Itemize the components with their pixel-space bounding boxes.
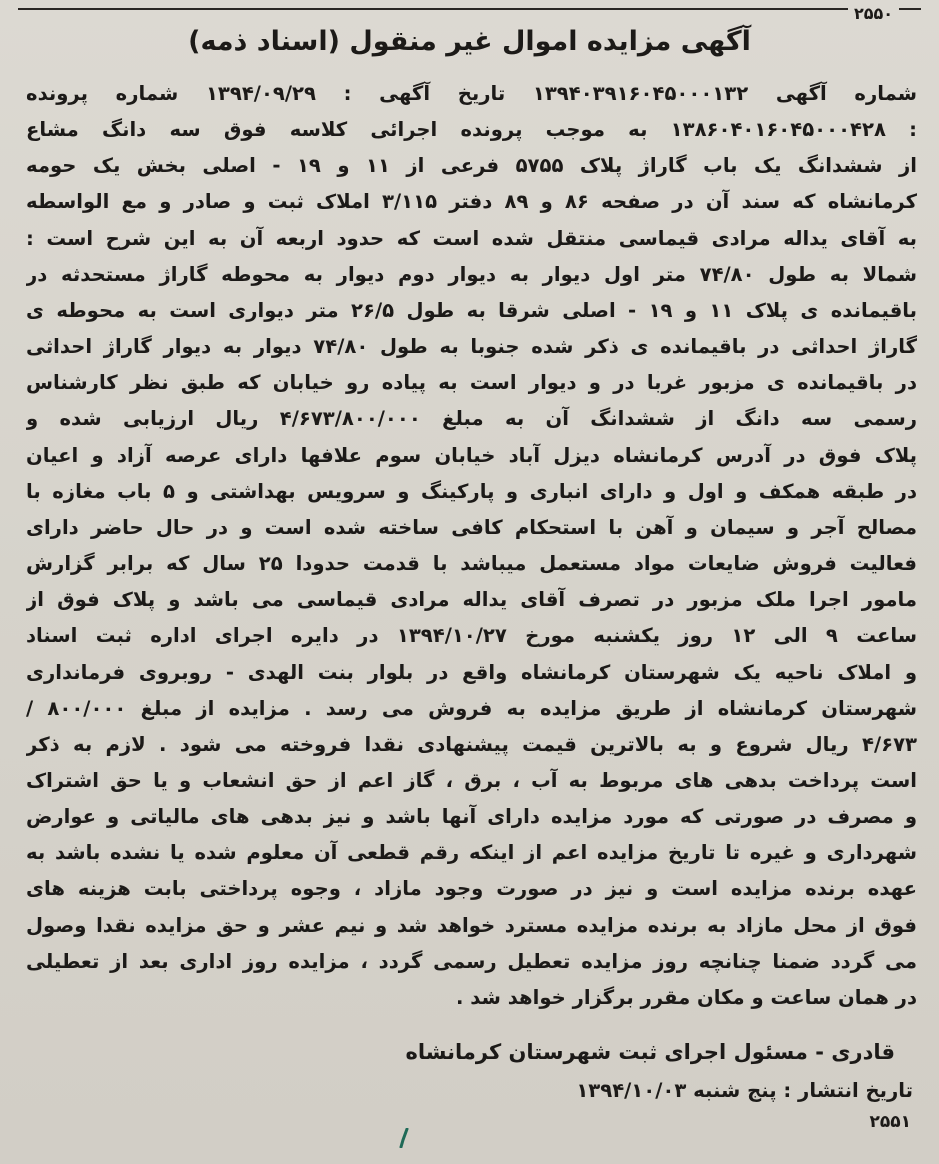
body-line: پلاک فوق در آدرس کرمانشاه دیزل آباد خیابان سوم علافها دارای عرصه آزاد و اعیان [26, 443, 917, 467]
body-line: است پرداخت بدهی های مربوط به آب ، برق ، گاز اعم از حق انشعاب و یا حق اشتراک [26, 768, 917, 792]
body-line: در باقیمانده ی مزبور غربا در و دیوار است به پیاده رو خیابان که طبق نظر کارشناس [26, 371, 917, 395]
notice-body [26, 76, 917, 1016]
body-line: ساعت ۹ الی ۱۲ روز یکشنبه مورخ ۱۳۹۴/۱۰/۲۷ در دایره اجرای اداره ثبت اسناد [26, 624, 917, 648]
body-line: شماره آگهی ۱۳۹۴۰۳۹۱۶۰۴۵۰۰۰۱۳۲ تاریخ آگهی : ۱۳۹۴/۰۹/۲۹ شماره پرونده [26, 82, 917, 105]
notice-title: آگهی مزایده اموال غیر منقول (اسناد ذمه) [188, 26, 751, 57]
body-line: و املاک ناحیه یک شهرستان کرمانشاه واقع در بلوار بنت الهدی - روبروی فرمانداری [26, 660, 917, 684]
top-rule [18, 4, 921, 23]
body-line-last: در همان ساعت و مکان مقرر برگزار خواهد شد . [456, 985, 917, 1009]
body-line: باقیمانده ی پلاک ۱۱ و ۱۹ - اصلی شرقا به طول ۲۶/۵ متر دیواری است به محوطه ی [26, 298, 917, 322]
body-line: شهرستان کرمانشاه از طریق مزایده به فروش می رسد . مزایده از مبلغ ۸۰۰/۰۰۰ / [26, 696, 917, 720]
body-line: می گردد ضمنا چنانچه روز مزایده تعطیل رسمی گردد ، مزایده روز اداری بعد از تعطیلی [26, 949, 917, 973]
body-line: شمالا به طول ۷۴/۸۰ متر اول دیوار به دیوار دوم دیوار به محوطه گاراژ مستحدثه در [26, 262, 917, 286]
signature: قادری - مسئول اجرای ثبت شهرستان کرمانشاه [405, 1040, 895, 1064]
body-line: فوق از محل مازاد به برنده مزایده مسترد خواهد شد و نیم عشر و حق مزایده نقدا وصول [26, 913, 917, 937]
body-line: مامور اجرا ملک مزبور در تصرف آقای یداله مرادی قیماسی می باشد و پلاک فوق از [26, 588, 917, 612]
body-line: مصالح آجر و سیمان و آهن با استحکام کافی ساخته شده است و در حال حاضر دارای [26, 515, 917, 539]
body-line: ۴/۶۷۳ ریال شروع و به بالاترین قیمت پیشنهادی نقدا فروخته می شود . لازم به ذکر [26, 732, 917, 756]
pen-mark-icon [398, 1128, 412, 1148]
body-line: شهرداری و غیره تا تاریخ مزایده اعم از اینکه رقم قطعی آن معلوم شده یا نشده باشد به [26, 841, 917, 865]
body-line: فعالیت فروش ضایعات مواد مستعمل میباشد با قدمت حدودا ۲۵ سال که برابر گزارش [26, 552, 917, 576]
publish-date: تاریخ انتشار : پنج شنبه ۱۳۹۴/۱۰/۰۳ [576, 1079, 913, 1102]
body-line: به آقای یداله مرادی قیماسی منتقل شده است که حدود اربعه آن به این شرح است : [26, 226, 917, 250]
body-line: کرمانشاه که سند آن در صفحه ۸۶ و ۸۹ دفتر ۳/۱۱۵ املاک ثبت و صادر و مع الواسطه [26, 190, 917, 214]
body-line: از ششدانگ یک باب گاراژ پلاک ۵۷۵۵ فرعی از ۱۱ و ۱۹ - اصلی بخش یک حومه [26, 154, 917, 178]
body-line: در طبقه همکف و اول و دارای انباری و پارکینگ و سرویس بهداشتی و ۵ باب مغازه با [26, 479, 917, 503]
page-number: ۲۵۵۰ [848, 4, 899, 23]
body-line: عهده برنده مزایده است و نیز در صورت وجود مازاد ، وجوه پرداختی بابت هزینه های [26, 877, 917, 901]
body-line: : ۱۳۸۶۰۴۰۱۶۰۴۵۰۰۰۴۲۸ به موجب پرونده اجرائی کلاسه فوق سه دانگ مشاع [26, 118, 917, 142]
body-line: گاراژ احداثی در باقیمانده ی ذکر شده جنوبا به طول ۷۴/۸۰ دیوار به دیوار گاراژ احداثی [26, 335, 917, 359]
ad-code: ۲۵۵۱ [869, 1112, 911, 1132]
body-line: رسمی سه دانگ از ششدانگ آن به مبلغ ۴/۶۷۳/۸۰۰/۰۰۰ ریال ارزیابی شده و [26, 407, 917, 431]
body-line: و مصرف در صورتی که مورد مزایده دارای آنها باشد و نیز بدهی های مالیاتی و عوارض [26, 805, 917, 829]
